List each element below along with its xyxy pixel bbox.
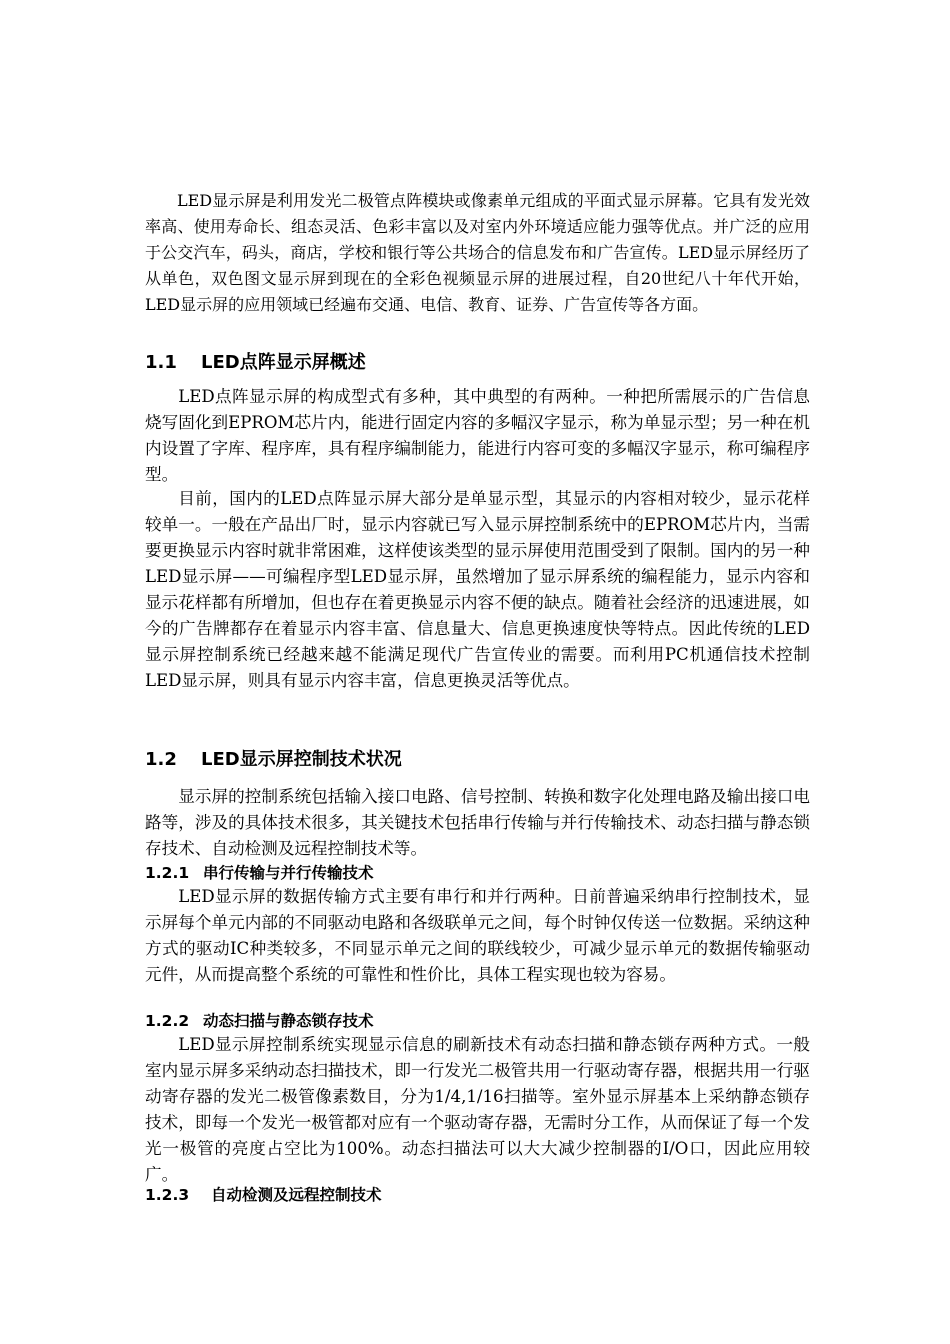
subsection-title: 自动检测及远程控制技术	[211, 1186, 382, 1204]
section-number: 1.1	[145, 352, 177, 373]
subsection-title: 动态扫描与静态锁存技术	[203, 1012, 374, 1030]
subsection-number: 1.2.1	[145, 864, 190, 882]
section-title: LED显示屏控制技术状况	[201, 749, 402, 770]
subsection-heading-1-2-2	[145, 1010, 810, 1032]
section-heading-1-2	[145, 747, 810, 773]
subsection-heading-1-2-3	[145, 1184, 810, 1206]
section-1-1-paragraph-2: 目前，国内的LED点阵显示屏大部分是单显示型，其显示的内容相对较少，显示花样较单一。一般在产品出厂时，显示内容就已写入显示屏控制系统中的EPROM芯片内，当需要更换显示内容时就非常困难，这样使该类型的显示屏使用范围受到了限制。国内的另一种LED显示屏——可编程序型LED显示屏，虽然增加了显示屏系统的编程能力，显示内容和显示花样都有所增加，但也存在着更换显示内容不便的缺点。随着社会经济的迅速进展，如今的广告牌都存在着显示内容丰富、信息量大、信息更换速度快等特点。因此传统的LED显示屏控制系统已经越来越不能满足现代广告宣传业的需要。而利用PC机通信技术控制LED显示屏，则具有显示内容丰富，信息更换灵活等优点。	[145, 489, 810, 690]
intro-paragraph: LED显示屏是利用发光二极管点阵模块或像素单元组成的平面式显示屏幕。它具有发光效率高、使用寿命长、组态灵活、色彩丰富以及对室内外环境适应能力强等优点。并广泛的应用于公交汽车，码头，商店，学校和银行等公共场合的信息发布和广告宣传。LED显示屏经历了从单色，双色图文显示屏到现在的全彩色视频显示屏的进展过程，自20世纪八十年代开始，LED显示屏的应用领域已经遍布交通、电信、教育、证券、广告宣传等各方面。	[145, 191, 810, 314]
section-1-1-paragraph-1: LED点阵显示屏的构成型式有多种，其中典型的有两种。一种把所需展示的广告信息烧写固化到EPROM芯片内，能进行固定内容的多幅汉字显示，称为单显示型；另一种在机内设置了字库、程序库，具有程序编制能力，能进行内容可变的多幅汉字显示，称可编程序型。	[145, 387, 810, 484]
subsection-number: 1.2.3	[145, 1186, 190, 1204]
subsection-1-2-1-paragraph: LED显示屏的数据传输方式主要有串行和并行两种。日前普遍采纳串行控制技术，显示屏每个单元内部的不同驱动电路和各级联单元之间，每个时钟仅传送一位数据。采纳这种方式的驱动IC种类较多，不同显示单元之间的联线较少，可减少显示单元的数据传输驱动元件，从而提高整个系统的可靠性和性价比，具体工程实现也较为容易。	[145, 887, 810, 984]
subsection-heading-1-2-1	[145, 862, 810, 884]
section-title: LED点阵显示屏概述	[201, 352, 366, 373]
section-number: 1.2	[145, 749, 177, 770]
subsection-title: 串行传输与并行传输技术	[203, 864, 374, 882]
subsection-number: 1.2.2	[145, 1012, 190, 1030]
subsection-1-2-2-paragraph: LED显示屏控制系统实现显示信息的刷新技术有动态扫描和静态锁存两种方式。一般室内显示屏多采纳动态扫描技术，即一行发光二极管共用一行驱动寄存器，根据共用一行驱动寄存器的发光二极管像素数目，分为1/4,1/16扫描等。室外显示屏基本上采纳静态锁存技术，即每一个发光一极管都对应有一个驱动寄存器，无需时分工作，从而保证了每一个发光一极管的亮度占空比为100%。动态扫描法可以大大减少控制器的I/O口，因此应用较广。	[145, 1035, 810, 1184]
section-1-2-paragraph: 显示屏的控制系统包括输入接口电路、信号控制、转换和数字化处理电路及输出接口电路等，涉及的具体技术很多，其关键技术包括串行传输与并行传输技术、动态扫描与静态锁存技术、自动检测及远程控制技术等。	[145, 787, 810, 858]
section-heading-1-1	[145, 350, 810, 376]
